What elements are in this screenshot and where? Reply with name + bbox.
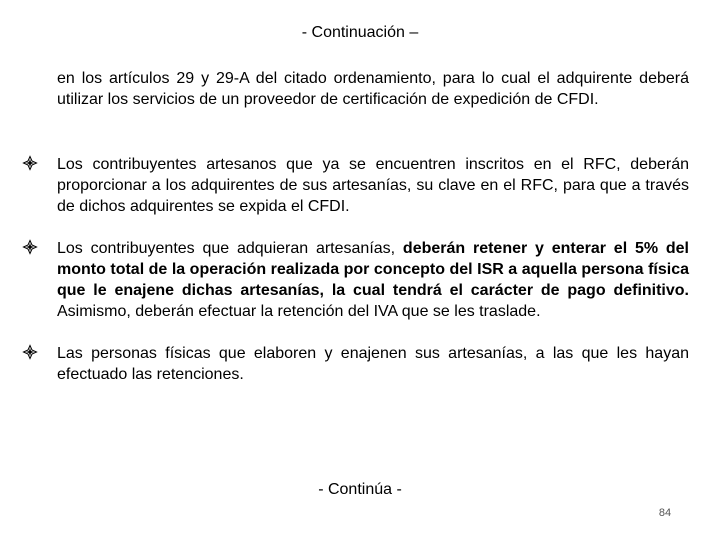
bullet-item-withholding [22,238,689,322]
bullet-text-bold: deberán retener y enterar el 5% del monto total de la operación realizada por concepto del ISR a aquella persona física que le enajene dichas artesanías, la cual tendrá el carácter de pago definitivo. [57,240,689,299]
continuation-header: - Continuación – [301,24,419,41]
bullet-text-before: Los contribuyentes que adquieran artesanías, [57,240,403,257]
intro-paragraph: en los artículos 29 y 29-A del citado ordenamiento, para lo cual el adquirente deberá utilizar los servicios de un proveedor de certificación de expedición de CFDI. [57,70,689,108]
bullet-item-individuals [22,343,689,385]
diamond-bullet-icon [22,239,38,255]
bullet-item-artisans-rfc [22,154,689,217]
bullet-list [22,154,689,385]
continues-footer: - Continúa - [318,481,402,498]
diamond-bullet-icon [22,344,38,360]
bullet-text: Las personas físicas que elaboren y enajenen sus artesanías, a las que les hayan efectuado las retenciones. [57,345,689,383]
diamond-bullet-icon [22,155,38,171]
bullet-text: Los contribuyentes artesanos que ya se encuentren inscritos en el RFC, deberán proporcionar a los adquirentes de sus artesanías, su clave en el RFC, para que a través de dichos adquirentes se expida el CFDI. [57,156,689,215]
page-number: 84 [658,507,672,519]
bullet-text-after: Asimismo, deberán efectuar la retención del IVA que se les traslade. [57,303,541,320]
